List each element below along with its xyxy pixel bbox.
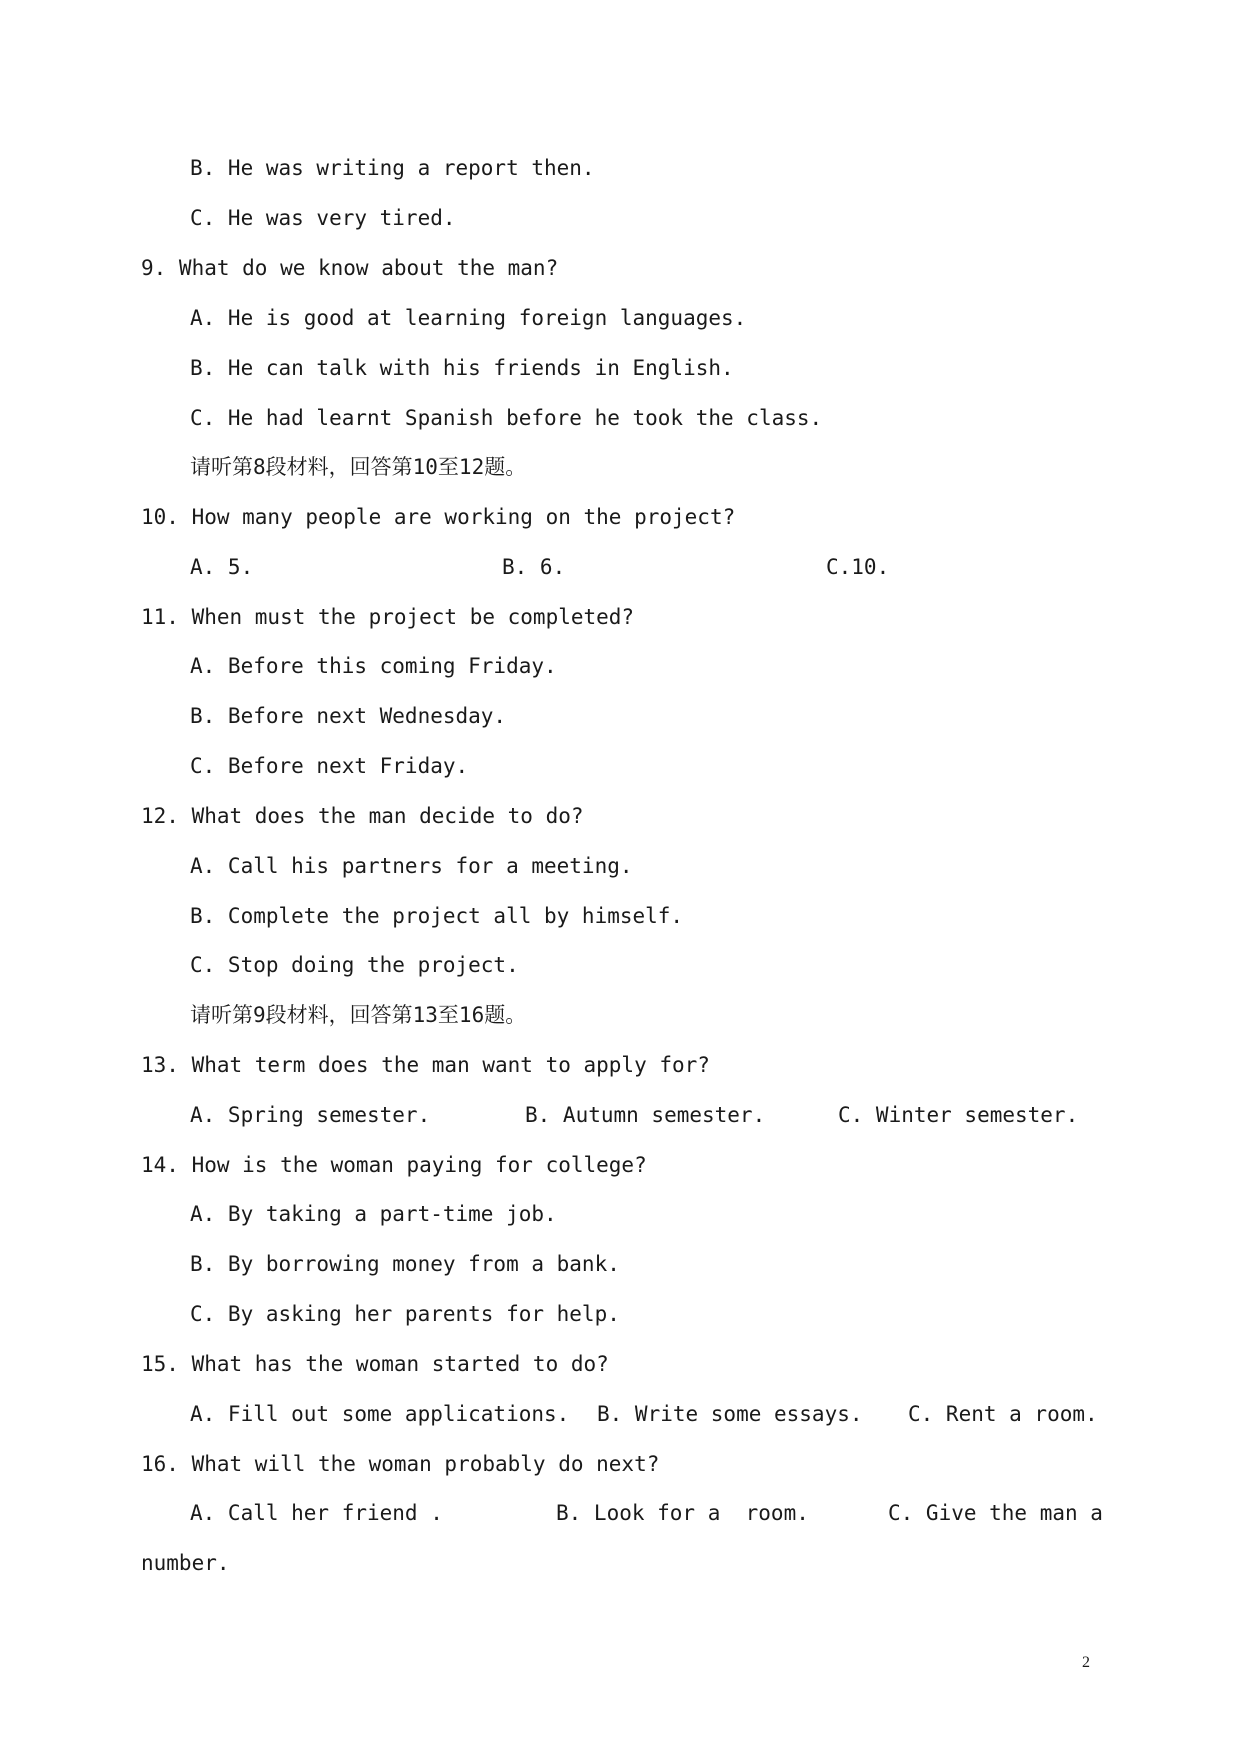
question-16-option-a: A. Call her friend . [190, 1501, 443, 1525]
question-10-option-a: A. 5. [190, 555, 254, 579]
question-12-option-b: B. Complete the project all by himself. [190, 904, 684, 928]
question-14-option-b: B. By borrowing money from a bank. [190, 1252, 620, 1276]
question-13-option-a: A. Spring semester. [190, 1103, 431, 1127]
section-9-instruction: 请听第9段材料，回答第13至16题。 [190, 1003, 527, 1027]
question-16-option-c-continued: number. [141, 1551, 230, 1575]
question-13-option-b: B. Autumn semester. [525, 1103, 766, 1127]
question-11-stem: 11. When must the project be completed? [141, 605, 635, 629]
question-8-option-c: C. He was very tired. [190, 206, 456, 230]
question-16-option-b: B. Look for a room. [556, 1501, 809, 1525]
question-9-stem: 9. What do we know about the man? [141, 256, 559, 280]
question-15-option-b: B. Write some essays. [597, 1402, 863, 1426]
question-11-option-a: A. Before this coming Friday. [190, 654, 557, 678]
question-13-stem: 13. What term does the man want to apply for? [141, 1053, 710, 1077]
question-10-option-b: B. 6. [502, 555, 566, 579]
question-11-option-c: C. Before next Friday. [190, 754, 469, 778]
question-13-option-c: C. Winter semester. [838, 1103, 1079, 1127]
question-12-option-a: A. Call his partners for a meeting. [190, 854, 633, 878]
question-12-stem: 12. What does the man decide to do? [141, 804, 584, 828]
question-14-option-c: C. By asking her parents for help. [190, 1302, 620, 1326]
question-11-option-b: B. Before next Wednesday. [190, 704, 507, 728]
question-12-option-c: C. Stop doing the project. [190, 953, 519, 977]
question-15-option-a: A. Fill out some applications. [190, 1402, 570, 1426]
question-14-option-a: A. By taking a part-time job. [190, 1202, 557, 1226]
question-9-option-b: B. He can talk with his friends in English. [190, 356, 734, 380]
question-15-option-c: C. Rent a room. [908, 1402, 1098, 1426]
question-9-option-c: C. He had learnt Spanish before he took the class. [190, 406, 823, 430]
question-10-stem: 10. How many people are working on the project? [141, 505, 736, 529]
question-10-option-c: C.10. [826, 555, 890, 579]
question-14-stem: 14. How is the woman paying for college? [141, 1153, 647, 1177]
question-16-stem: 16. What will the woman probably do next? [141, 1452, 660, 1476]
question-9-option-a: A. He is good at learning foreign languages. [190, 306, 747, 330]
question-16-option-c: C. Give the man a [888, 1501, 1103, 1525]
question-15-stem: 15. What has the woman started to do? [141, 1352, 609, 1376]
question-8-option-b: B. He was writing a report then. [190, 156, 595, 180]
page-number: 2 [1082, 1654, 1090, 1671]
section-8-instruction: 请听第8段材料，回答第10至12题。 [190, 455, 527, 479]
